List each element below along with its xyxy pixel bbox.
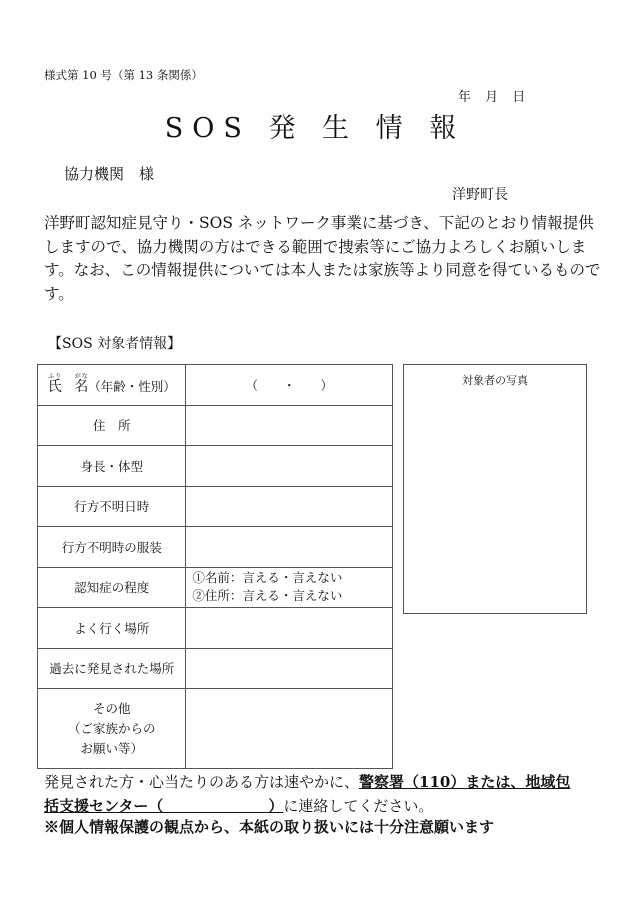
- table-row: [38, 567, 393, 608]
- clothing-label: 行方不明時の服装: [38, 527, 186, 568]
- contact-instructions: [44, 770, 604, 818]
- photo-label: 対象者の写真: [462, 374, 528, 387]
- past-found-places-label: 過去に発見された場所: [38, 648, 186, 689]
- dementia-address-option: ②住所：言える・言えない: [192, 588, 343, 604]
- missing-datetime-field[interactable]: [186, 486, 393, 527]
- height-build-label: 身長・体型: [38, 446, 186, 487]
- table-row: [38, 648, 393, 689]
- subject-info-table: [37, 364, 393, 769]
- intro-line: す。なお、この情報提供については本人または家族等より同意を得ているもので: [44, 261, 601, 279]
- past-found-places-field[interactable]: [186, 648, 393, 689]
- address-label: 住 所: [38, 405, 186, 446]
- dementia-level-label: 認知症の程度: [38, 567, 186, 608]
- document-title: SOS 発 生 情 報: [164, 113, 466, 144]
- police-contact: 警察署（110）または、地域包: [359, 773, 571, 791]
- frequent-places-label: よく行く場所: [38, 608, 186, 649]
- name-label-suffix: （年齢・性別）: [88, 379, 176, 395]
- address-field[interactable]: [186, 405, 393, 446]
- other-field[interactable]: [186, 689, 393, 769]
- table-row: [38, 527, 393, 568]
- contact-text-2: に連絡してください。: [283, 797, 434, 815]
- name-kanji-shi: 氏ふり: [47, 373, 62, 396]
- privacy-note: ※個人情報保護の観点から、本紙の取り扱いには十分注意願います: [44, 818, 495, 836]
- frequent-places-field[interactable]: [186, 608, 393, 649]
- intro-line: 洋野町認知症見守り・SOS ネットワーク事業に基づき、下記のとおり情報提供: [44, 214, 594, 232]
- other-label: その他 （ご家族からの お願い等）: [38, 689, 186, 769]
- table-row: [38, 446, 393, 487]
- name-value-field[interactable]: （ ・ ）: [186, 365, 393, 406]
- date-line: 年 月 日: [458, 90, 526, 105]
- name-label-cell: [38, 365, 186, 406]
- support-center-contact: 括支援センター（ ）: [44, 797, 284, 815]
- table-row: [38, 486, 393, 527]
- table-row: [38, 405, 393, 446]
- table-row: [38, 365, 393, 406]
- recipient: 協力機関 様: [64, 165, 155, 183]
- table-row: [38, 689, 393, 769]
- missing-datetime-label: 行方不明日時: [38, 486, 186, 527]
- height-build-field[interactable]: [186, 446, 393, 487]
- intro-paragraph: [44, 212, 601, 306]
- table-row: [38, 608, 393, 649]
- dementia-level-field[interactable]: [186, 567, 393, 608]
- clothing-field[interactable]: [186, 527, 393, 568]
- dementia-name-option: ①名前：言える・言えない: [192, 570, 343, 586]
- name-kanji-mei: 名がな: [74, 373, 89, 396]
- intro-line: す。: [44, 284, 74, 303]
- intro-line: しますので、協力機関の方はできる範囲で捜索等にご協力よろしくお願いしま: [44, 237, 587, 256]
- contact-text-1: 発見された方・心当たりのある方は速やかに、: [44, 773, 360, 791]
- photo-box[interactable]: [403, 364, 587, 614]
- sender: 洋野町長: [452, 187, 508, 203]
- form-number: 様式第 10 号（第 13 条関係）: [44, 68, 203, 82]
- section-heading: 【SOS 対象者情報】: [48, 336, 182, 352]
